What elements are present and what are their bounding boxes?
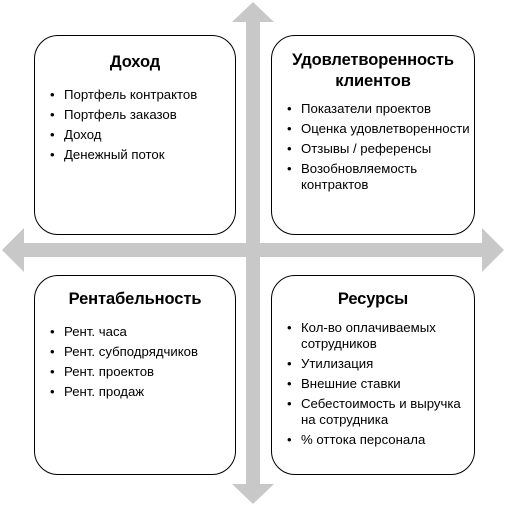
list-item: • Денежный поток [49, 147, 235, 163]
list-item: • Портфель контрактов [49, 87, 235, 103]
list-item: • Внешние ставки [286, 376, 474, 392]
quadrant-client-satisfaction [271, 35, 475, 235]
list-item: • Рент. проектов [49, 364, 235, 380]
list-item: • Рент. часа [49, 324, 235, 340]
list-item: • Оценка удовлетворенности [286, 121, 474, 137]
quadrant-resources [271, 275, 475, 475]
list-item: • Доход [49, 127, 235, 143]
list-item: • Себестоимость и выручка на сотрудника [286, 396, 474, 428]
quadrant-title: Ресурсы [337, 290, 409, 308]
quadrant-list [286, 101, 474, 193]
list-item: • Возобновляемость контрактов [286, 161, 474, 193]
quadrant-title: Рентабельность [68, 290, 202, 308]
quadrant-list [49, 87, 235, 163]
list-item: • Утилизация [286, 356, 474, 372]
list-item: • % оттока персонала [286, 432, 474, 448]
quadrant-income [34, 35, 236, 235]
quadrant-title: Удовлетворенность клиентов [292, 51, 454, 90]
list-item: • Отзывы / референсы [286, 141, 474, 157]
quadrant-list [286, 320, 474, 448]
list-item: • Рент. субподрядчиков [49, 344, 235, 360]
list-item: • Рент. продаж [49, 384, 235, 400]
list-item: • Показатели проектов [286, 101, 474, 117]
list-item: • Кол-во оплачиваемых сотрудников [286, 320, 474, 352]
quadrant-list [49, 324, 235, 400]
list-item: • Портфель заказов [49, 107, 235, 123]
quadrant-title: Доход [109, 53, 161, 71]
quadrant-profitability [34, 275, 236, 475]
